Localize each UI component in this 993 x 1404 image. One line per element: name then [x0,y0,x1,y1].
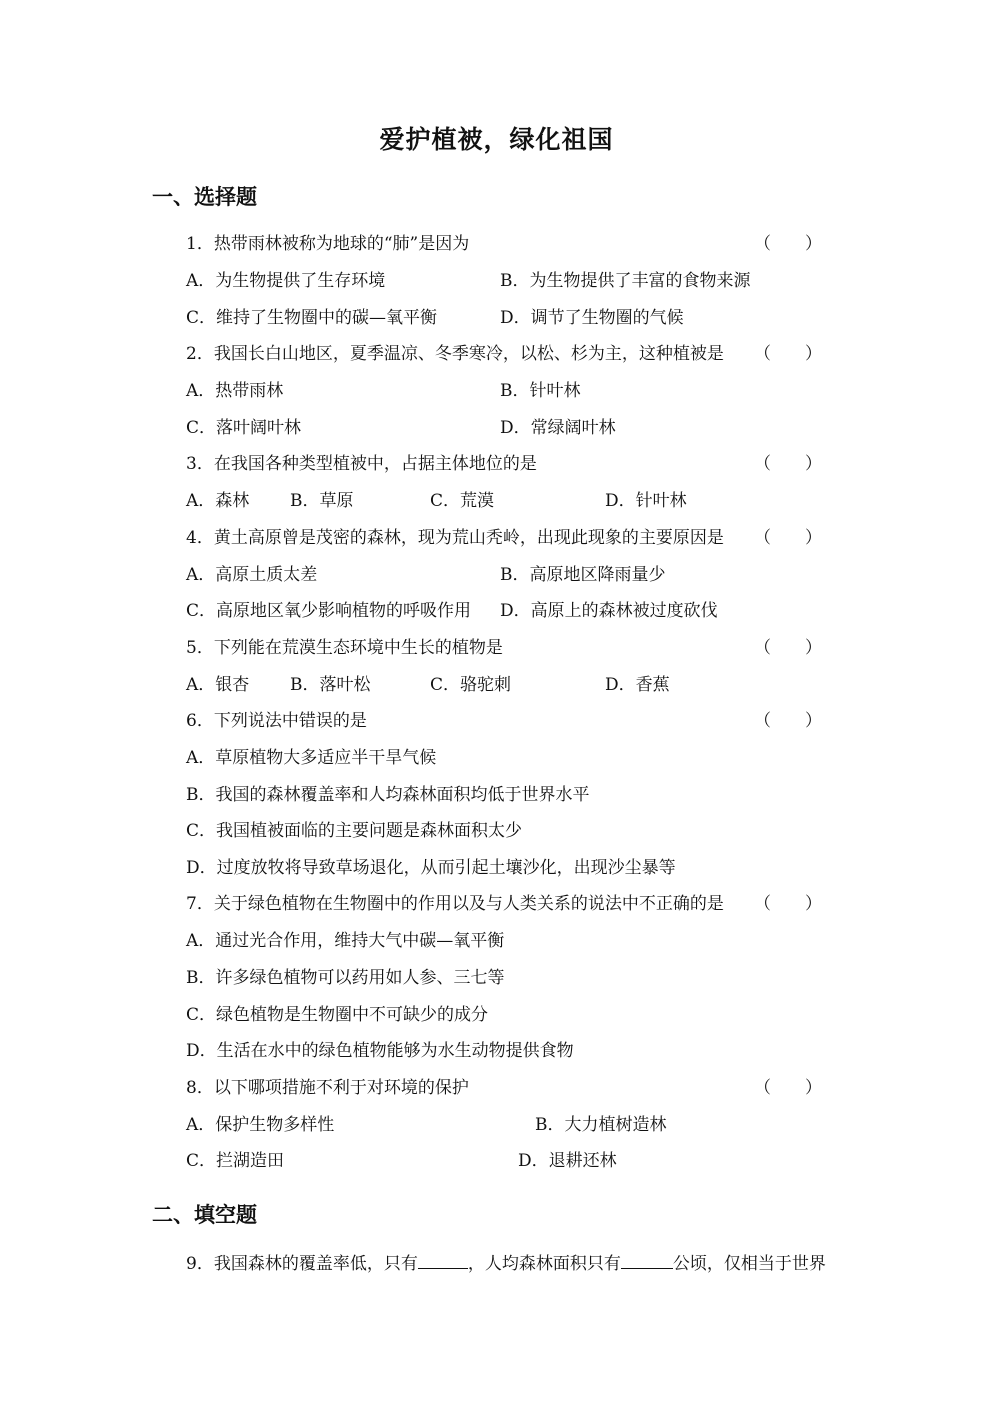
question-9-part-3: 公顷，仅相当于世界 [672,1254,826,1274]
question-1-answer-paren: （ ） [754,234,822,254]
question-8-option-a: A．保护生物多样性 [186,1115,335,1135]
worksheet-title: 爱护植被，绿化祖国 [379,125,614,154]
question-6-answer-paren: （ ） [754,711,822,731]
question-1-option-a: A．为生物提供了生存环境 [186,271,386,291]
question-2-answer-paren: （ ） [754,344,822,364]
question-3-answer-paren: （ ） [754,454,822,474]
answer-blank-1[interactable] [418,1252,468,1269]
question-1-option-d: D．调节了生物圈的气候 [500,308,684,328]
question-8-option-c: C．拦湖造田 [186,1151,285,1171]
question-5-stem: 5．下列能在荒漠生态环境中生长的植物是 [186,638,503,658]
question-4-option-d: D．高原上的森林被过度砍伐 [500,601,718,621]
answer-blank-2[interactable] [621,1252,673,1269]
question-6-option-c: C．我国植被面临的主要问题是森林面积太少 [186,821,523,841]
question-8-answer-paren: （ ） [754,1078,822,1098]
question-2-option-a: A．热带雨林 [186,381,284,401]
question-9-part-2: ，人均森林面积只有 [467,1254,621,1274]
question-8-stem: 8．以下哪项措施不利于对环境的保护 [186,1078,469,1098]
question-6-option-a: A．草原植物大多适应半干旱气候 [186,748,437,768]
question-3-stem: 3．在我国各种类型植被中，占据主体地位的是 [186,454,537,474]
question-4-option-a: A．高原土质太差 [186,565,318,585]
question-8-option-b: B．大力植树造林 [535,1115,667,1135]
question-2-option-c: C．落叶阔叶林 [186,418,302,438]
question-7-stem: 7．关于绿色植物在生物圈中的作用以及与人类关系的说法中不正确的是 [186,894,724,914]
question-8-option-d: D．退耕还林 [518,1151,617,1171]
question-7-option-c: C．绿色植物是生物圈中不可缺少的成分 [186,1005,489,1025]
question-6-option-d: D．过度放牧将导致草场退化，从而引起土壤沙化，出现沙尘暴等 [186,858,676,878]
question-6-stem: 6．下列说法中错误的是 [186,711,367,731]
question-7-option-a: A．通过光合作用，维持大气中碳—氧平衡 [186,931,505,951]
question-6-option-b: B．我国的森林覆盖率和人均森林面积均低于世界水平 [186,785,590,805]
question-9 [186,1252,826,1275]
question-9-part-1: 9．我国森林的覆盖率低，只有 [186,1254,418,1274]
section-heading-choice: 一、选择题 [152,184,257,209]
question-1-stem: 1．热带雨林被称为地球的“肺”是因为 [186,234,470,254]
question-7-option-b: B．许多绿色植物可以药用如人参、三七等 [186,968,505,988]
question-4-option-b: B．高原地区降雨量少 [500,565,666,585]
question-7-answer-paren: （ ） [754,894,822,914]
question-3-option-b: B．草原 [290,491,354,511]
question-5-answer-paren: （ ） [754,638,822,658]
section-heading-fill: 二、填空题 [152,1202,257,1227]
question-5-option-b: B．落叶松 [290,675,371,695]
question-5-option-a: A．银杏 [186,675,250,695]
question-3-option-d: D．针叶林 [605,491,687,511]
question-1-option-b: B．为生物提供了丰富的食物来源 [500,271,751,291]
question-2-option-d: D．常绿阔叶林 [500,418,616,438]
question-4-stem: 4．黄土高原曾是茂密的森林，现为荒山秃岭，出现此现象的主要原因是 [186,528,724,548]
question-5-option-c: C．骆驼刺 [430,675,512,695]
question-5-option-d: D．香蕉 [605,675,670,695]
question-1-option-c: C．维持了生物圈中的碳—氧平衡 [186,308,438,328]
question-4-option-c: C．高原地区氧少影响植物的呼吸作用 [186,601,472,621]
question-4-answer-paren: （ ） [754,528,822,548]
question-3-option-c: C．荒漠 [430,491,495,511]
question-7-option-d: D．生活在水中的绿色植物能够为水生动物提供食物 [186,1041,574,1061]
question-3-option-a: A．森林 [186,491,250,511]
question-2-stem: 2．我国长白山地区，夏季温凉、冬季寒冷，以松、杉为主，这种植被是 [186,344,724,364]
question-2-option-b: B．针叶林 [500,381,581,401]
